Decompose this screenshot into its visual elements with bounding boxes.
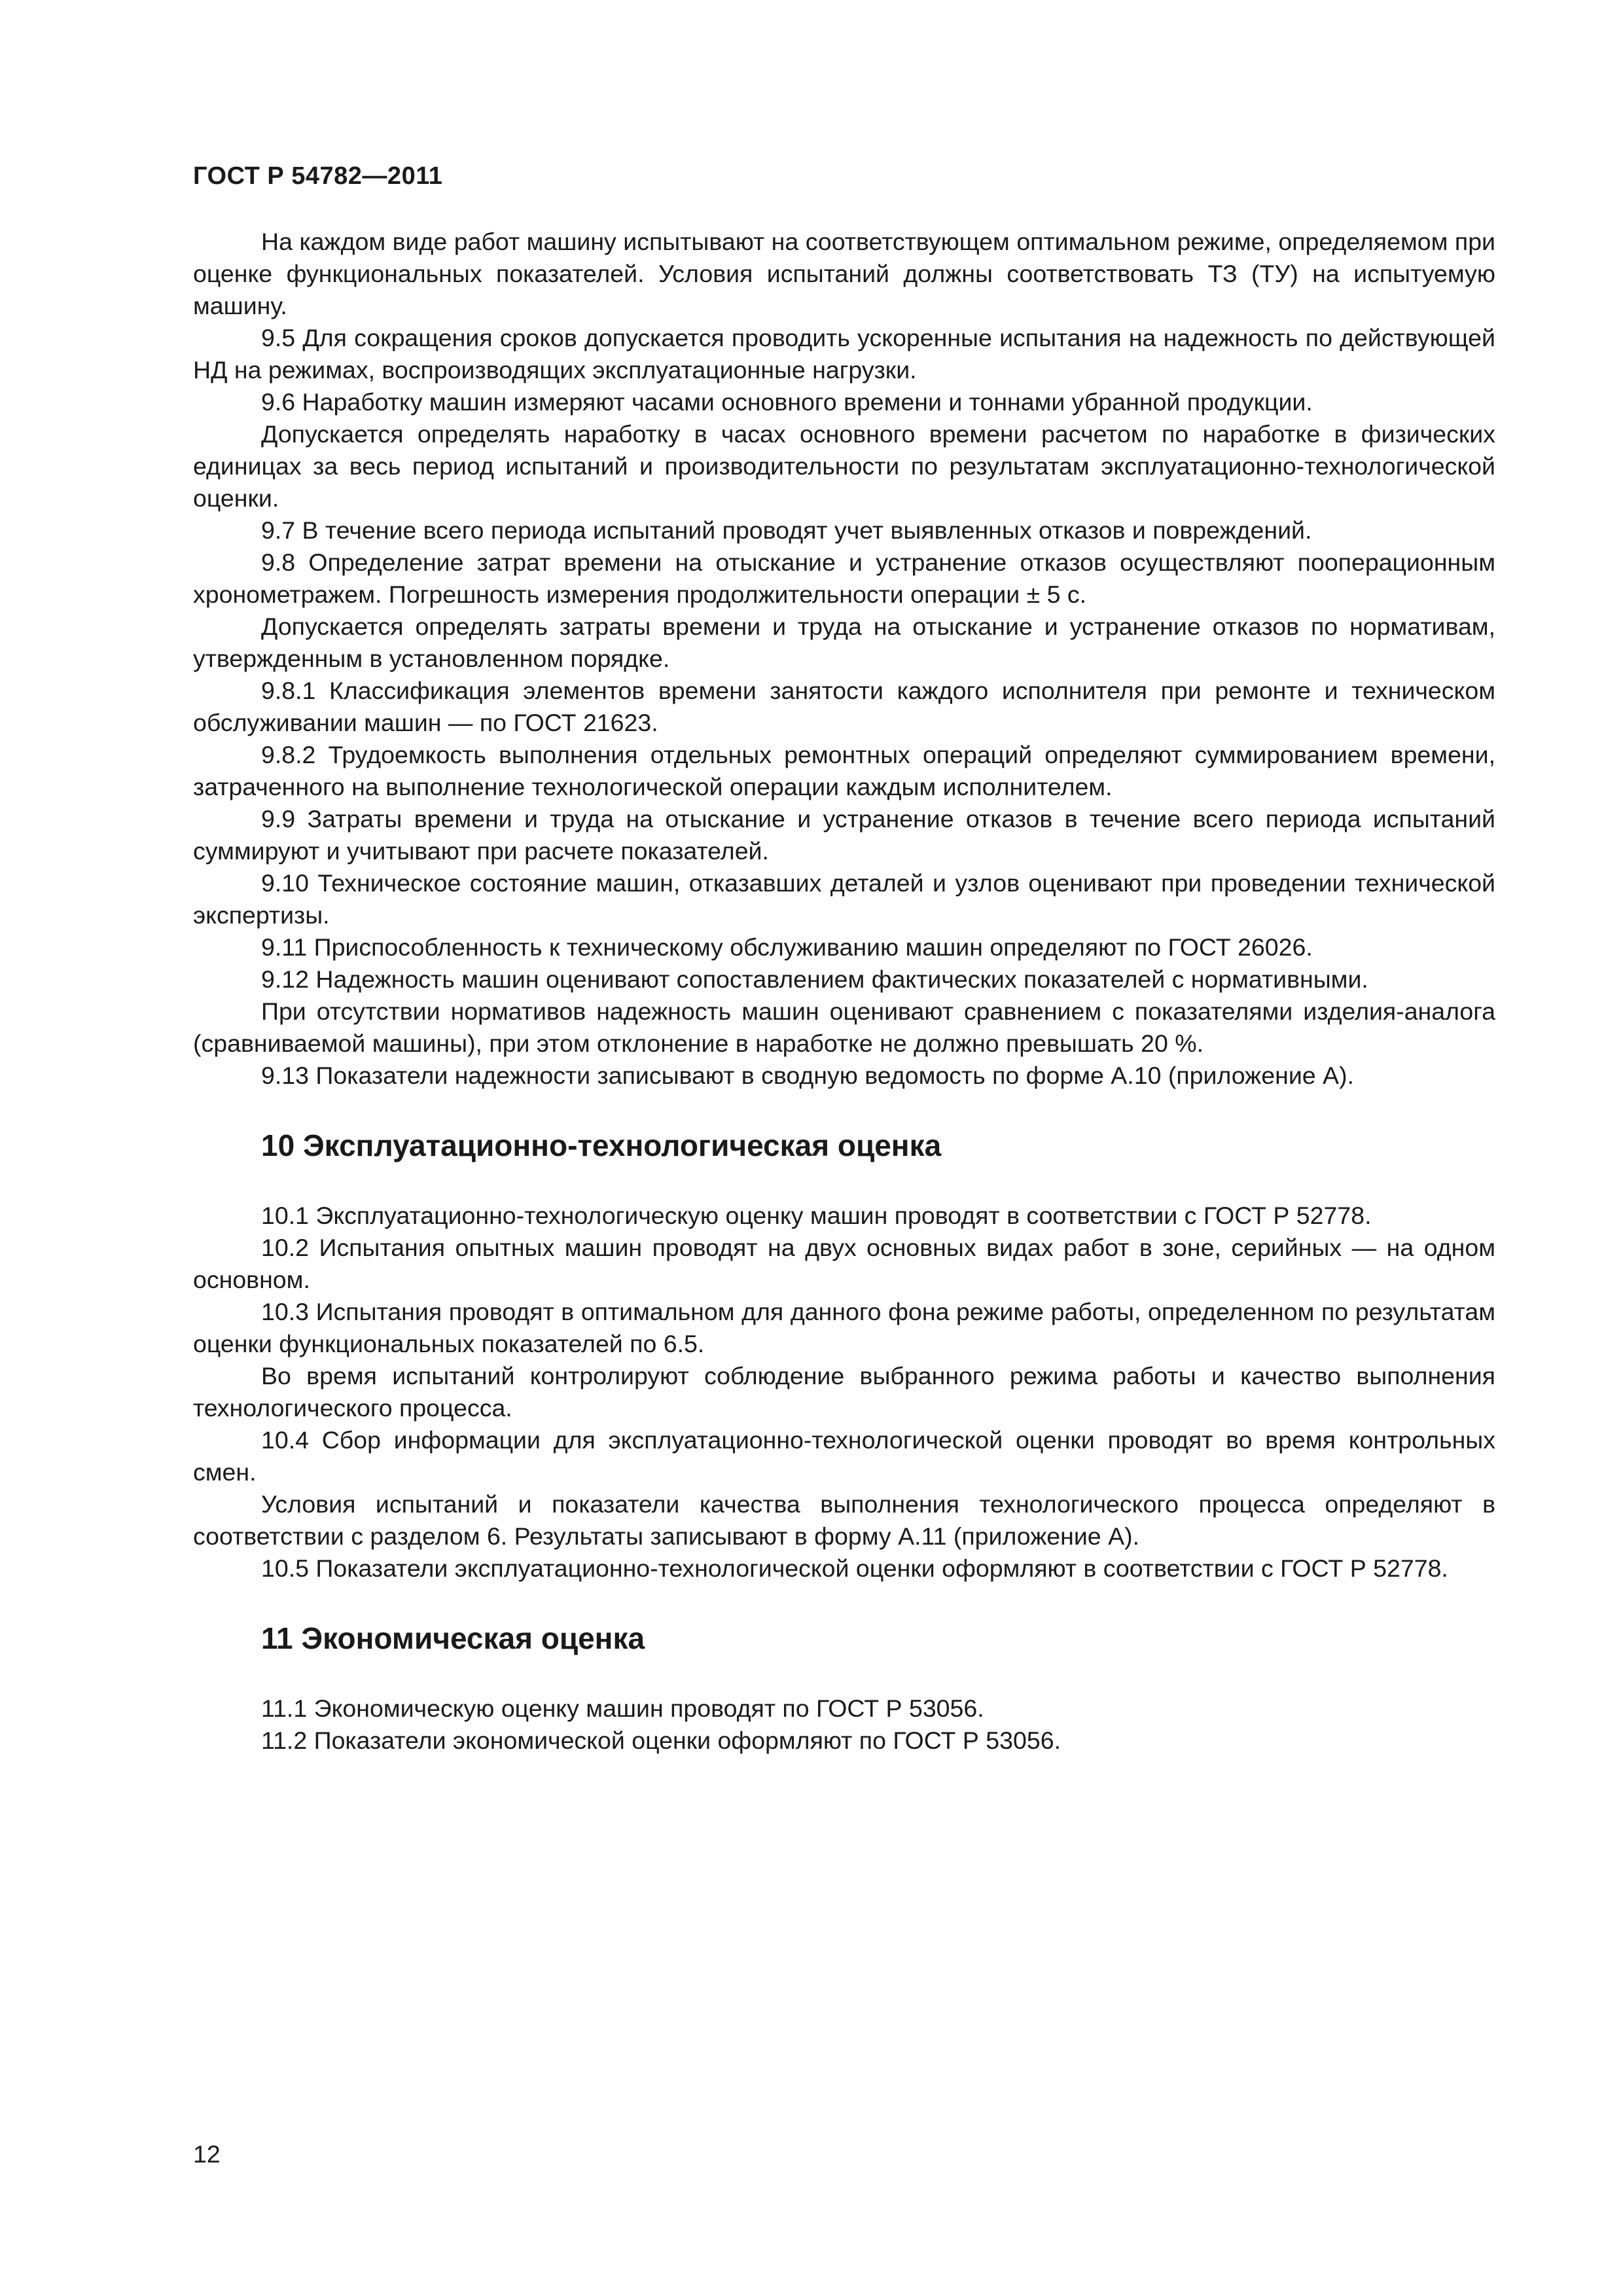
- paragraph-9-11: 9.11 Приспособленность к техническому обслуживанию машин определяют по ГОСТ 26026.: [261, 933, 1313, 961]
- paragraph-9-12-note: При отсутствии нормативов надежность машин оценивают сравнением с показателями изделия-аналога (сравниваемой машины), при этом отклонение в наработке не должно превышать 20 %.: [193, 997, 1495, 1057]
- paragraph-9-8-2: 9.8.2 Трудоемкость выполнения отдельных ремонтных операций определяют суммированием времени, затраченного на выполнение технологической операции каждым исполнителем.: [193, 741, 1495, 800]
- paragraph-9-7: 9.7 В течение всего периода испытаний проводят учет выявленных отказов и повреждений.: [261, 516, 1312, 544]
- paragraph-test-mode: На каждом виде работ машину испытывают на соответствующем оптимальном режиме, определяемом при оценке функциональных показателей. Условия испытаний должны соответствовать ТЗ (ТУ) на испытуемую машину.: [193, 228, 1495, 319]
- paragraph-9-12: 9.12 Надежность машин оценивают сопоставлением фактических показателей с нормативными.: [261, 965, 1368, 993]
- document-body: [193, 226, 1495, 1757]
- page-number: 12: [193, 2140, 221, 2168]
- paragraph-9-6-note: Допускается определять наработку в часах основного времени расчетом по наработке в физических единицах за весь период испытаний и производительности по результатам эксплуатационно-технологической оценки.: [193, 420, 1495, 512]
- paragraph-10-1: 10.1 Эксплуатационно-технологическую оценку машин проводят в соответствии с ГОСТ Р 52778.: [261, 1202, 1372, 1229]
- paragraph-9-8-note: Допускается определять затраты времени и труда на отыскание и устранение отказов по нормативам, утвержденным в установленном порядке.: [193, 613, 1495, 672]
- paragraph-9-8-1: 9.8.1 Классификация элементов времени занятости каждого исполнителя при ремонте и техническом обслуживании машин — по ГОСТ 21623.: [193, 677, 1495, 736]
- paragraph-9-13: 9.13 Показатели надежности записывают в сводную ведомость по форме А.10 (приложение А).: [261, 1062, 1354, 1089]
- paragraph-10-2: 10.2 Испытания опытных машин проводят на двух основных видах работ в зоне, серийных — на одном основном.: [193, 1234, 1495, 1293]
- paragraph-10-5: 10.5 Показатели эксплуатационно-технологической оценки оформляют в соответствии с ГОСТ Р 52778.: [261, 1554, 1448, 1582]
- document-code-header: ГОСТ Р 54782—2011: [193, 162, 443, 190]
- paragraph-11-1: 11.1 Экономическую оценку машин проводят по ГОСТ Р 53056.: [261, 1695, 984, 1722]
- paragraph-9-6: 9.6 Наработку машин измеряют часами основного времени и тоннами убранной продукции.: [261, 388, 1313, 416]
- paragraph-10-3: 10.3 Испытания проводят в оптимальном для данного фона режиме работы, определенном по результатам оценки функциональных показателей по 6.5.: [193, 1298, 1495, 1357]
- paragraph-11-2: 11.2 Показатели экономической оценки оформляют по ГОСТ Р 53056.: [261, 1727, 1061, 1754]
- paragraph-9-9: 9.9 Затраты времени и труда на отыскание и устранение отказов в течение всего периода испытаний суммируют и учитывают при расчете показателей.: [193, 805, 1495, 865]
- paragraph-10-3-note: Во время испытаний контролируют соблюдение выбранного режима работы и качество выполнения технологического процесса.: [193, 1362, 1495, 1422]
- paragraph-10-4: 10.4 Сбор информации для эксплуатационно-технологической оценки проводят во время контрольных смен.: [193, 1426, 1495, 1486]
- section-11-heading: 11 Экономическая оценка: [261, 1621, 645, 1655]
- paragraph-10-4-note: Условия испытаний и показатели качества выполнения технологического процесса определяют в соответствии с разделом 6. Результаты записывают в форму А.11 (приложение А).: [193, 1490, 1495, 1550]
- paragraph-9-8: 9.8 Определение затрат времени на отыскание и устранение отказов осуществляют пооперационным хронометражем. Погрешность измерения продолжительности операции ± 5 с.: [193, 548, 1495, 608]
- paragraph-9-10: 9.10 Техническое состояние машин, отказавших деталей и узлов оценивают при проведении технической экспертизы.: [193, 869, 1495, 929]
- paragraph-9-5: 9.5 Для сокращения сроков допускается проводить ускоренные испытания на надежность по действующей НД на режимах, воспроизводящих эксплуатационные нагрузки.: [193, 324, 1495, 384]
- section-10-heading: 10 Эксплуатационно-технологическая оценка: [261, 1128, 942, 1162]
